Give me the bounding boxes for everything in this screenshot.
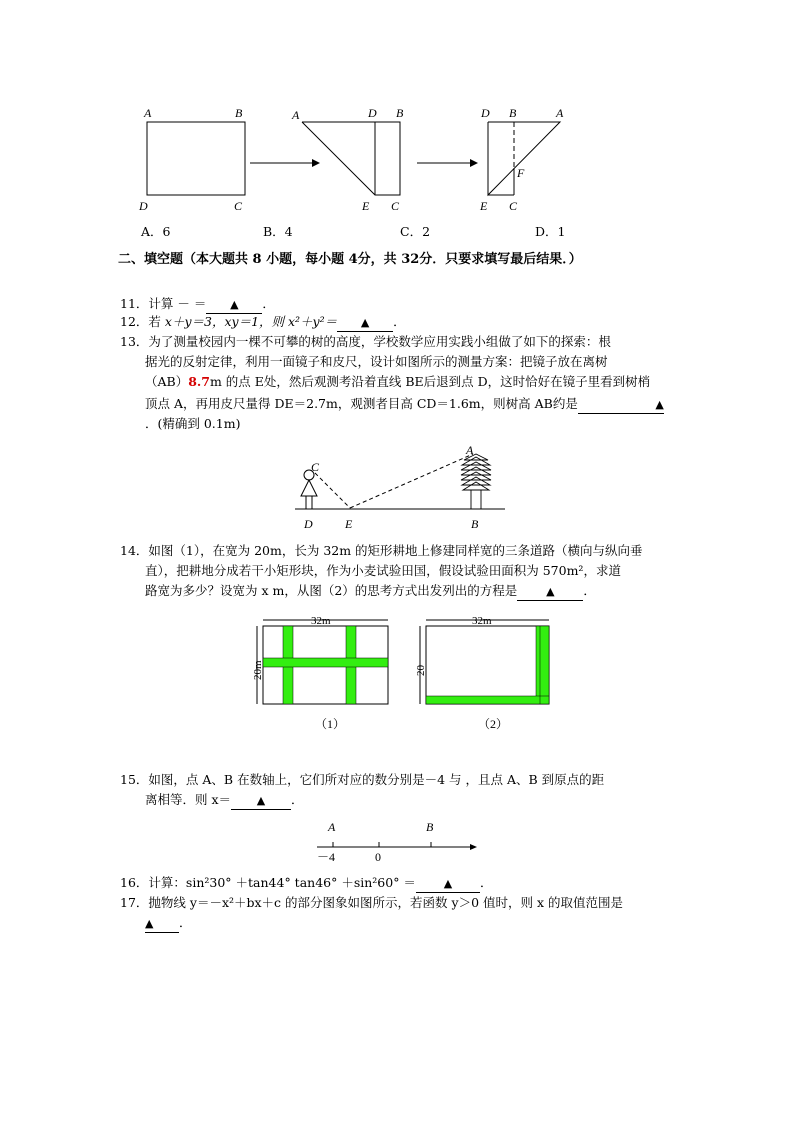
label-E2: E bbox=[362, 199, 370, 213]
label-B: B bbox=[471, 517, 479, 531]
label-A1: A bbox=[144, 106, 152, 120]
arrow-1-head bbox=[312, 159, 320, 167]
q11: 11．计算 － ＝ ▲ ． bbox=[120, 296, 275, 314]
q17-line-1: 17．抛物线 y＝－x²＋bx＋c 的部分图象如图所示，若函数 y＞0 值时，则 x 的取值范围是 bbox=[120, 895, 623, 910]
label-A: A bbox=[466, 443, 474, 457]
q12-blank: ▲ bbox=[337, 314, 393, 332]
q14-figure-1 bbox=[245, 612, 395, 737]
q10-figure bbox=[130, 100, 590, 220]
label-D1: D bbox=[139, 199, 148, 213]
road-bottom bbox=[426, 696, 549, 704]
q13-line-3: （AB）8.7m 的点 E处，然后观测考沿着直线 BE后退到点 D，这时恰好在镜子里看到树梢 bbox=[145, 374, 651, 389]
folded-shape-1 bbox=[302, 122, 400, 195]
point-A-label: A bbox=[328, 820, 336, 834]
option-a: A．6 bbox=[141, 224, 171, 239]
q12: 12．若 x＋y＝3，xy＝1，则 x²＋y²＝ ▲ ． bbox=[120, 314, 406, 332]
q13-blank: ▲ bbox=[578, 396, 664, 414]
q14-blank: ▲ bbox=[517, 583, 583, 601]
section-2-heading: 二、填空题（本大题共 8 小题，每小题 4分，共 32分．只要求填写最后结果．） bbox=[118, 252, 582, 267]
sight-line-ce bbox=[315, 473, 350, 508]
q12-number: 12． bbox=[120, 314, 149, 329]
q15-blank: ▲ bbox=[231, 792, 291, 810]
q13-line-4: 顶点 A，再用皮尺量得 DE＝2.7m，观测者目高 CD＝1.6m，则树高 AB约是 ▲ bbox=[145, 396, 664, 414]
tick-label-0: 0 bbox=[375, 850, 381, 864]
fig2-caption: （2） bbox=[478, 717, 509, 731]
label-F3: F bbox=[517, 166, 525, 180]
q13-line-1: 13．为了测量校园内一棵不可攀的树的高度，学校数学应用实践小组做了如下的探索：根 bbox=[120, 334, 611, 349]
field-2 bbox=[426, 626, 549, 704]
q11-blank: ▲ bbox=[206, 296, 262, 314]
label-B3: B bbox=[509, 106, 517, 120]
arrow-2-head bbox=[470, 159, 478, 167]
observer-body bbox=[301, 480, 317, 496]
q16: 16．计算：sin²30° ＋tan44° tan46° ＋sin²60° ＝ ▲ ． bbox=[120, 875, 492, 893]
tree bbox=[461, 454, 491, 509]
q14-figure-2 bbox=[410, 612, 560, 737]
q15-number-line bbox=[305, 815, 485, 865]
q11-text: 计算 － ＝ bbox=[148, 296, 207, 311]
q15-line-1: 15．如图，点 A、B 在数轴上，它们所对应的数分别是－4 与 ，且点 A、B 到原点的距 bbox=[120, 772, 605, 787]
q13-line-2: 据光的反射定律，利用一面镜子和皮尺，设计如图所示的测量方案：把镜子放在离树 bbox=[145, 354, 608, 369]
q11-number: 11． bbox=[120, 296, 149, 311]
point-B-label: B bbox=[426, 820, 434, 834]
label-D2: D bbox=[368, 106, 377, 120]
label-C2: C bbox=[391, 199, 400, 213]
rect-abcd bbox=[147, 122, 245, 195]
label-B2: B bbox=[396, 106, 404, 120]
axis-arrow bbox=[470, 844, 477, 850]
option-d: D．1 bbox=[535, 224, 566, 239]
road-horizontal bbox=[263, 658, 388, 667]
label-C: C bbox=[311, 460, 320, 474]
label-D3: D bbox=[481, 106, 490, 120]
fig1-caption: （1） bbox=[315, 717, 346, 731]
q17-blank: ▲ bbox=[145, 915, 179, 933]
q14-line-1: 14．如图（1），在宽为 20m，长为 32m 的矩形耕地上修建同样宽的三条道路（横向与纵向垂 bbox=[120, 543, 643, 558]
label-A2: A bbox=[292, 108, 300, 122]
label-D: D bbox=[304, 517, 313, 531]
option-b: B．4 bbox=[263, 224, 293, 239]
sight-line-ea bbox=[350, 454, 473, 508]
label-E: E bbox=[345, 517, 353, 531]
q14-line-2: 直），把耕地分成若干小矩形块，作为小麦试验田国，假设试验田面积为 570m²，求道 bbox=[145, 563, 621, 578]
q13-line-5: ．(精确到 0.1m) bbox=[145, 416, 241, 431]
fig2-side-label: 20 bbox=[415, 665, 427, 676]
q13-figure bbox=[290, 440, 520, 535]
fig1-side-label: 20m bbox=[252, 660, 264, 680]
q13-distance: 8.7 bbox=[188, 374, 210, 389]
q16-blank: ▲ bbox=[416, 875, 480, 893]
fig2-top-label: 32m bbox=[472, 615, 492, 627]
label-C3: C bbox=[509, 199, 518, 213]
q15-line-2: 离相等．则 x＝ ▲ ． bbox=[145, 792, 304, 810]
q17-line-2: ▲ ． bbox=[145, 915, 192, 933]
option-c: C．2 bbox=[400, 224, 431, 239]
road-right bbox=[536, 626, 549, 704]
tick-label-minus4: －4 bbox=[317, 850, 336, 864]
folded-shape-2 bbox=[488, 122, 560, 195]
fig1-top-label: 32m bbox=[311, 615, 331, 627]
label-A3: A bbox=[556, 106, 564, 120]
q12-expression: x＋y＝3，xy＝1，则 x²＋y²＝ bbox=[164, 314, 338, 329]
label-E3: E bbox=[480, 199, 488, 213]
label-B1: B bbox=[235, 106, 243, 120]
q14-line-3: 路宽为多少？设宽为 x m，从图（2）的思考方式出发列出的方程是 ▲ ． bbox=[145, 583, 596, 601]
label-C1: C bbox=[234, 199, 243, 213]
